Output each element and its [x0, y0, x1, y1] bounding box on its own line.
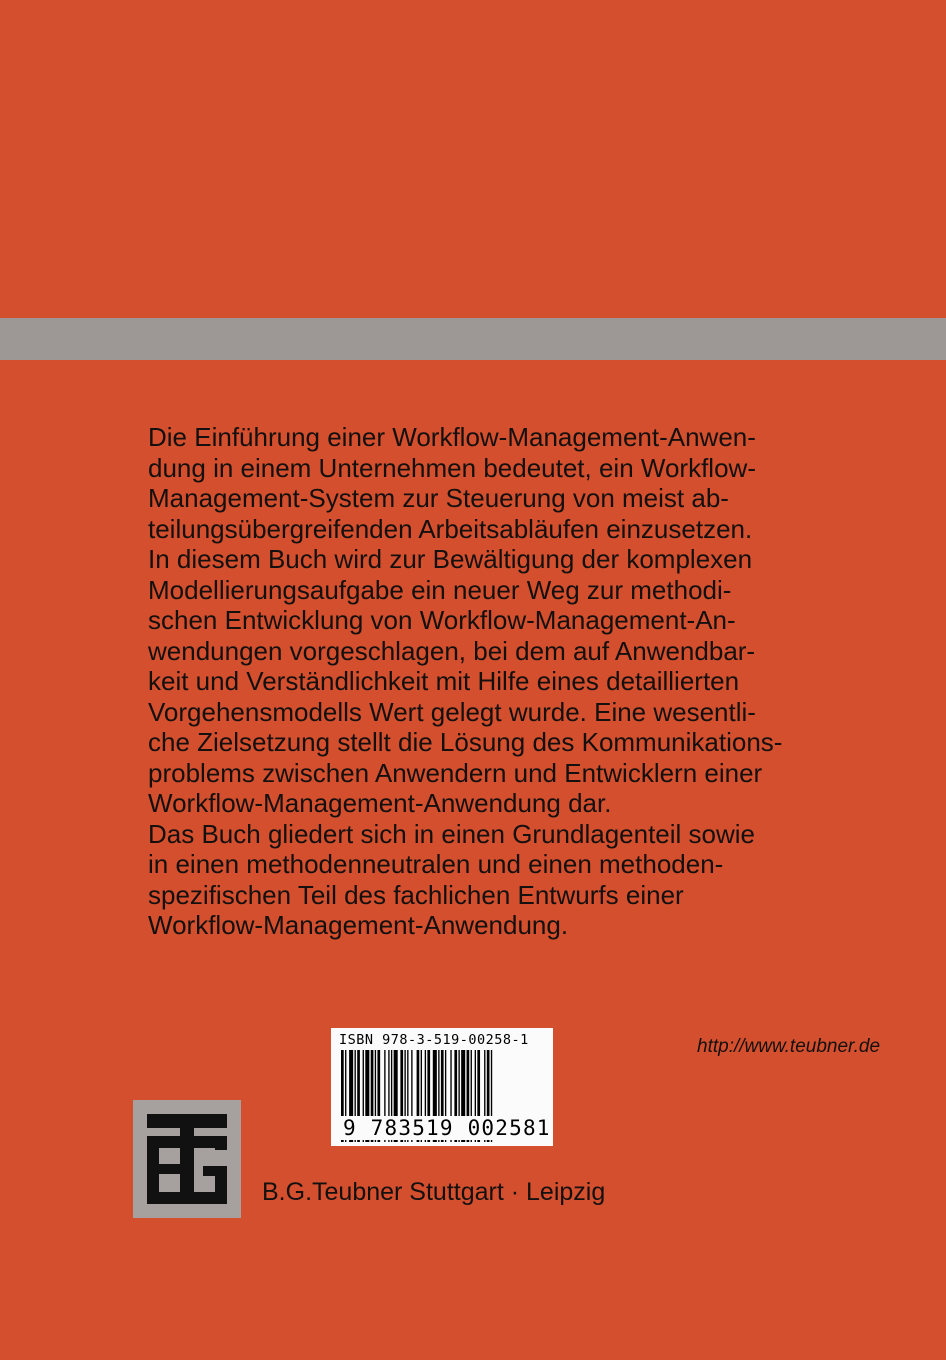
blurb-line: in einen methodenneutralen und einen methoden-	[148, 849, 724, 879]
blurb-line: Workflow-Management-Anwendung.	[148, 910, 569, 940]
blurb-line: wendungen vorgeschlagen, bei dem auf Anwendbar-	[148, 635, 756, 666]
blurb-line: Modellierungsaufgabe ein neuer Weg zur methodi-	[148, 574, 732, 605]
blurb-line: Das Buch gliedert sich in einen Grundlagenteil sowie	[148, 818, 756, 849]
blurb-line: Management-System zur Steuerung von meist ab-	[148, 483, 729, 513]
blurb-line: keit und Verständlichkeit mit Hilfe eines detaillierten	[148, 666, 740, 696]
teubner-tbg-logo-icon	[133, 1100, 241, 1218]
ean-digits: 9 783519 002581	[343, 1116, 551, 1140]
blurb-line: che Zielsetzung stellt die Lösung des Kommunikations-	[148, 727, 783, 757]
blurb-line: Workflow-Management-Anwendung dar.	[148, 788, 612, 818]
publisher-name: B.G.Teubner Stuttgart · Leipzig	[262, 1178, 606, 1206]
blurb-line: Vorgehensmodells Wert gelegt wurde. Eine wesentli-	[148, 696, 756, 727]
cover-gray-band	[0, 318, 946, 360]
blurb-line: teilungsübergreifenden Arbeitsabläufen einzusetzen.	[148, 513, 753, 544]
blurb-line: problems zwischen Anwendern und Entwicklern einer	[148, 757, 763, 788]
cover-top-panel	[0, 0, 946, 318]
back-cover-blurb	[148, 422, 848, 941]
blurb-line: Die Einführung einer Workflow-Management-Anwen-	[148, 422, 756, 452]
blurb-line: dung in einem Unternehmen bedeutet, ein Workflow-	[148, 452, 756, 483]
blurb-line: schen Entwicklung von Workflow-Management-An-	[148, 605, 736, 635]
blurb-line: spezifischen Teil des fachlichen Entwurfs einer	[148, 879, 684, 910]
publisher-website: http://www.teubner.de	[697, 1036, 881, 1057]
blurb-line: In diesem Buch wird zur Bewältigung der komplexen	[148, 544, 753, 574]
isbn-label: ISBN 978-3-519-00258-1	[339, 1032, 529, 1048]
isbn-barcode	[331, 1028, 553, 1146]
tbg-logo-glyph	[147, 1114, 227, 1204]
